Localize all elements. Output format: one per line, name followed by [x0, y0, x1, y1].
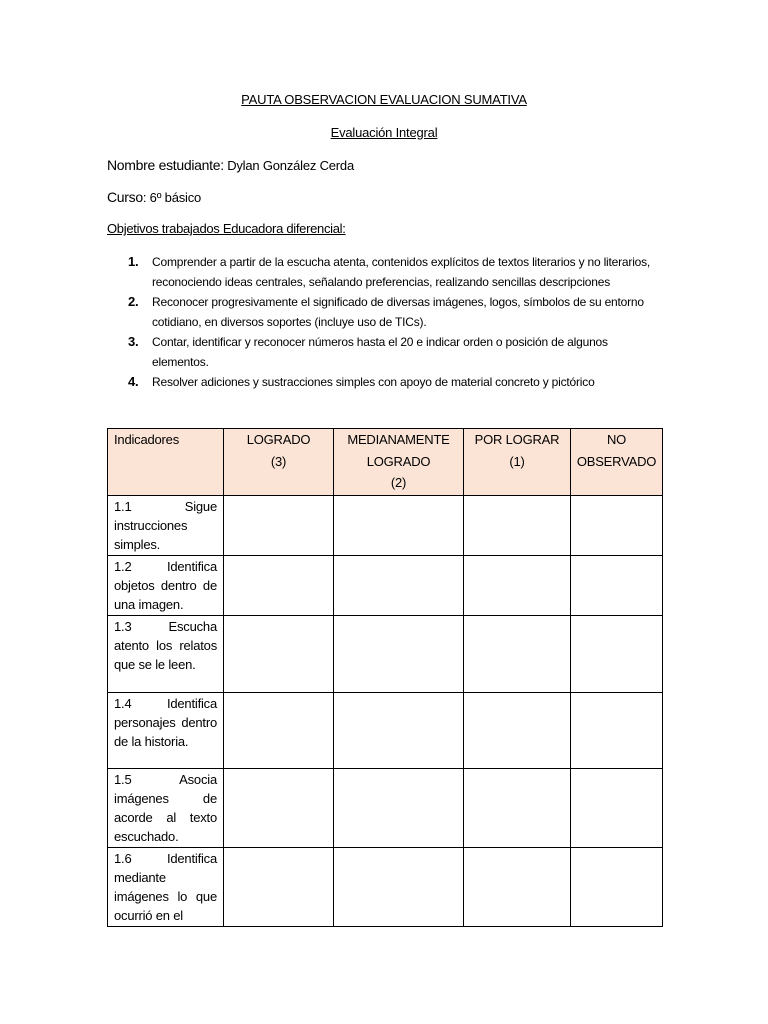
- score-cell-no-observado[interactable]: [571, 848, 663, 927]
- objective-item: [128, 292, 653, 332]
- score-cell-medianamente[interactable]: [334, 693, 464, 769]
- score-cell-logrado[interactable]: [224, 693, 334, 769]
- header-por-lograr-score: (1): [509, 453, 525, 469]
- table-row: [108, 556, 663, 616]
- header-indicadores-label: Indicadores: [114, 432, 180, 447]
- score-cell-medianamente[interactable]: [334, 769, 464, 848]
- evaluation-table: [107, 428, 663, 927]
- objective-text: Comprender a partir de la escucha atenta, contenidos explícitos de textos literarios y no literarios, reconociendo ideas centrales, señalando preferencias, realizando sencillas descripciones: [152, 255, 651, 289]
- document-subtitle: Evaluación Integral: [330, 125, 438, 140]
- objective-text: Reconocer progresivamente el significado de diversas imágenes, logos, símbolos de su entorno cotidiano, en diversos soportes (incluye uso de TICs).: [152, 295, 644, 329]
- indicator-cell: 1.3 Escucha atento los relatos que se le leen.: [108, 616, 224, 693]
- objective-item: [128, 252, 653, 292]
- table-row: [108, 769, 663, 848]
- student-name-label: Nombre estudiante:: [107, 157, 224, 173]
- score-cell-medianamente[interactable]: [334, 556, 464, 616]
- score-cell-por-lograr[interactable]: [464, 693, 571, 769]
- objective-number: 2.: [128, 294, 139, 309]
- header-no-observado-label: NO: [606, 432, 627, 447]
- header-logrado-label: LOGRADO: [246, 432, 311, 447]
- course-label: Curso: [107, 189, 143, 205]
- indicator-cell: 1.6 Identifica mediante imágenes lo que ocurrió en el: [108, 848, 224, 927]
- score-cell-medianamente[interactable]: [334, 616, 464, 693]
- header-por-lograr-label: POR LOGRAR: [474, 432, 560, 447]
- score-cell-logrado[interactable]: [224, 769, 334, 848]
- score-cell-logrado[interactable]: [224, 848, 334, 927]
- header-indicadores: [108, 429, 224, 496]
- score-cell-logrado[interactable]: [224, 556, 334, 616]
- header-medianamente-score: (2): [390, 475, 407, 490]
- objective-number: 1.: [128, 254, 139, 269]
- score-cell-no-observado[interactable]: [571, 496, 663, 556]
- objective-text: Resolver adiciones y sustracciones simples con apoyo de material concreto y pictórico: [152, 375, 595, 389]
- table-row: [108, 496, 663, 556]
- objective-item: [128, 332, 653, 372]
- table-header-row: [108, 429, 663, 496]
- score-cell-no-observado[interactable]: [571, 693, 663, 769]
- indicator-cell: 1.4 Identifica personajes dentro de la historia.: [108, 693, 224, 769]
- objective-number: 3.: [128, 334, 139, 349]
- header-medianamente-label-2: LOGRADO: [366, 453, 431, 469]
- student-name-value: Dylan González Cerda: [223, 158, 354, 173]
- document-title: PAUTA OBSERVACION EVALUACION SUMATIVA: [241, 92, 527, 107]
- course-value: : 6º básico: [142, 190, 202, 205]
- score-cell-por-lograr[interactable]: [464, 848, 571, 927]
- score-cell-por-lograr[interactable]: [464, 496, 571, 556]
- score-cell-no-observado[interactable]: [571, 556, 663, 616]
- header-logrado-score: (3): [270, 453, 287, 469]
- header-no-observado-label-2: OBSERVADO: [576, 453, 657, 469]
- score-cell-por-lograr[interactable]: [464, 616, 571, 693]
- score-cell-por-lograr[interactable]: [464, 556, 571, 616]
- header-no-observado: [571, 429, 663, 496]
- objective-number: 4.: [128, 374, 139, 389]
- table-row: [108, 848, 663, 927]
- score-cell-por-lograr[interactable]: [464, 769, 571, 848]
- indicator-cell: 1.5 Asocia imágenes de acorde al texto escuchado.: [108, 769, 224, 848]
- header-medianamente-label: MEDIANAMENTE: [347, 432, 450, 447]
- objective-item: [128, 372, 653, 392]
- table-row: [108, 693, 663, 769]
- indicator-cell: 1.2 Identifica objetos dentro de una imagen.: [108, 556, 224, 616]
- score-cell-no-observado[interactable]: [571, 616, 663, 693]
- score-cell-medianamente[interactable]: [334, 848, 464, 927]
- score-cell-no-observado[interactable]: [571, 769, 663, 848]
- student-name-field: [107, 157, 354, 173]
- objective-text: Contar, identificar y reconocer números hasta el 20 e indicar orden o posición de algunos elementos.: [152, 335, 608, 369]
- score-cell-medianamente[interactable]: [334, 496, 464, 556]
- header-logrado: [224, 429, 334, 496]
- indicator-cell: 1.1 Sigue instrucciones simples.: [108, 496, 224, 556]
- score-cell-logrado[interactable]: [224, 496, 334, 556]
- score-cell-logrado[interactable]: [224, 616, 334, 693]
- header-medianamente-logrado: [334, 429, 464, 496]
- header-por-lograr: [464, 429, 571, 496]
- objectives-list: [128, 252, 653, 392]
- objectives-heading: Objetivos trabajados Educadora diferencial:: [107, 221, 346, 236]
- table-row: [108, 616, 663, 693]
- course-field: [107, 189, 201, 205]
